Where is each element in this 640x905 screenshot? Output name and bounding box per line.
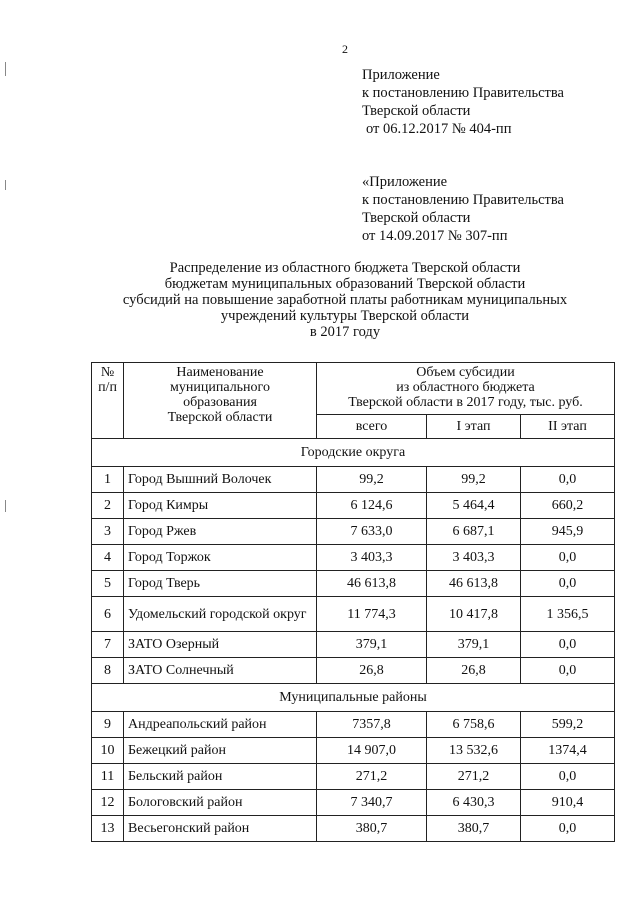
scan-edge-mark <box>5 180 6 190</box>
title-line: учреждений культуры Тверской области <box>220 308 470 324</box>
row-municipality: Бельский район <box>124 764 317 790</box>
row-municipality: Андреапольский район <box>124 712 317 738</box>
table-header <box>92 363 615 439</box>
subsidy-table <box>91 362 615 842</box>
table-row <box>92 493 615 519</box>
row-stage2: 1 356,5 <box>521 597 615 632</box>
header-num <box>92 363 124 439</box>
row-number: 7 <box>92 632 124 658</box>
row-municipality: Бологовский район <box>124 790 317 816</box>
appendix-date-line: от 06.12.2017 № 404-пп <box>366 121 512 137</box>
appendix-region-line: Тверской области <box>362 210 471 226</box>
row-number: 4 <box>92 545 124 571</box>
row-stage2: 945,9 <box>521 519 615 545</box>
row-stage1: 6 687,1 <box>427 519 521 545</box>
row-total: 380,7 <box>317 816 427 842</box>
row-stage1: 99,2 <box>427 467 521 493</box>
row-stage2: 1374,4 <box>521 738 615 764</box>
scan-edge-mark <box>5 500 6 512</box>
title-line: субсидий на повышение заработной платы работникам муниципальных <box>122 292 568 308</box>
row-stage1: 379,1 <box>427 632 521 658</box>
row-stage1: 271,2 <box>427 764 521 790</box>
row-total: 3 403,3 <box>317 545 427 571</box>
header-total: всего <box>317 415 427 439</box>
row-total: 271,2 <box>317 764 427 790</box>
row-number: 1 <box>92 467 124 493</box>
table-row <box>92 632 615 658</box>
page-number: 2 <box>342 42 348 56</box>
header-name <box>124 363 317 439</box>
table-body <box>92 439 615 842</box>
row-total: 46 613,8 <box>317 571 427 597</box>
header-name-line: Наименование <box>176 365 264 380</box>
table-row <box>92 467 615 493</box>
appendix-date-line: от 14.09.2017 № 307-пп <box>362 228 508 244</box>
appendix-resolution-line: к постановлению Правительства <box>362 85 564 101</box>
table-row <box>92 816 615 842</box>
table-row <box>92 712 615 738</box>
row-stage2: 910,4 <box>521 790 615 816</box>
title-line: в 2017 году <box>309 324 381 340</box>
row-municipality: Город Тверь <box>124 571 317 597</box>
row-stage1: 5 464,4 <box>427 493 521 519</box>
appendix-resolution-line: к постановлению Правительства <box>362 192 564 208</box>
row-municipality: ЗАТО Озерный <box>124 632 317 658</box>
row-total: 379,1 <box>317 632 427 658</box>
row-number: 2 <box>92 493 124 519</box>
table-row <box>92 790 615 816</box>
row-stage1: 46 613,8 <box>427 571 521 597</box>
section-row <box>92 684 615 712</box>
row-number: 3 <box>92 519 124 545</box>
table-row <box>92 738 615 764</box>
row-municipality: Город Торжок <box>124 545 317 571</box>
appendix-region-line: Тверской области <box>362 103 471 119</box>
row-stage2: 660,2 <box>521 493 615 519</box>
table-row <box>92 764 615 790</box>
row-municipality: Удомельский городской округ <box>124 597 317 632</box>
table-row <box>92 545 615 571</box>
row-total: 7357,8 <box>317 712 427 738</box>
row-stage1: 3 403,3 <box>427 545 521 571</box>
document-title <box>0 260 640 340</box>
row-stage1: 10 417,8 <box>427 597 521 632</box>
row-municipality: Город Кимры <box>124 493 317 519</box>
header-volume-line: из областного бюджета <box>396 380 535 395</box>
section-title: Городские округа <box>92 439 615 467</box>
row-stage1: 26,8 <box>427 658 521 684</box>
header-stage1: I этап <box>427 415 521 439</box>
row-stage2: 0,0 <box>521 658 615 684</box>
row-municipality: Бежецкий район <box>124 738 317 764</box>
header-name-line: муниципального <box>170 380 270 395</box>
title-line: Распределение из областного бюджета Тверской области <box>169 260 521 276</box>
header-num-line: № <box>100 365 115 380</box>
row-municipality: ЗАТО Солнечный <box>124 658 317 684</box>
appendix-previous-block <box>362 173 564 245</box>
table-row <box>92 571 615 597</box>
row-stage2: 599,2 <box>521 712 615 738</box>
row-municipality: Весьегонский район <box>124 816 317 842</box>
row-stage1: 13 532,6 <box>427 738 521 764</box>
title-line: бюджетам муниципальных образований Тверской области <box>164 276 526 292</box>
header-num-line: п/п <box>98 380 117 395</box>
header-volume-line: Тверской области в 2017 году, тыс. руб. <box>348 395 583 410</box>
row-number: 8 <box>92 658 124 684</box>
row-stage2: 0,0 <box>521 467 615 493</box>
row-number: 11 <box>92 764 124 790</box>
row-number: 13 <box>92 816 124 842</box>
row-total: 6 124,6 <box>317 493 427 519</box>
row-total: 7 340,7 <box>317 790 427 816</box>
appendix-label: «Приложение <box>362 174 448 190</box>
header-name-line: Тверской области <box>167 410 273 425</box>
row-number: 9 <box>92 712 124 738</box>
section-title: Муниципальные районы <box>92 684 615 712</box>
row-stage1: 380,7 <box>427 816 521 842</box>
row-total: 26,8 <box>317 658 427 684</box>
row-number: 6 <box>92 597 124 632</box>
header-stage2: II этап <box>521 415 615 439</box>
section-row <box>92 439 615 467</box>
row-total: 11 774,3 <box>317 597 427 632</box>
appendix-label: Приложение <box>362 67 440 83</box>
row-number: 5 <box>92 571 124 597</box>
row-number: 12 <box>92 790 124 816</box>
row-stage2: 0,0 <box>521 816 615 842</box>
row-total: 99,2 <box>317 467 427 493</box>
header-volume <box>317 363 615 415</box>
row-municipality: Город Ржев <box>124 519 317 545</box>
row-total: 14 907,0 <box>317 738 427 764</box>
row-stage2: 0,0 <box>521 632 615 658</box>
row-stage2: 0,0 <box>521 545 615 571</box>
header-name-line: образования <box>183 395 257 410</box>
table-row <box>92 597 615 632</box>
row-stage1: 6 758,6 <box>427 712 521 738</box>
scan-edge-mark <box>5 62 6 76</box>
row-stage2: 0,0 <box>521 764 615 790</box>
table-row <box>92 658 615 684</box>
row-stage1: 6 430,3 <box>427 790 521 816</box>
row-total: 7 633,0 <box>317 519 427 545</box>
table-row <box>92 519 615 545</box>
appendix-current-block <box>362 66 564 138</box>
row-number: 10 <box>92 738 124 764</box>
header-volume-line: Объем субсидии <box>416 365 515 380</box>
row-stage2: 0,0 <box>521 571 615 597</box>
row-municipality: Город Вышний Волочек <box>124 467 317 493</box>
